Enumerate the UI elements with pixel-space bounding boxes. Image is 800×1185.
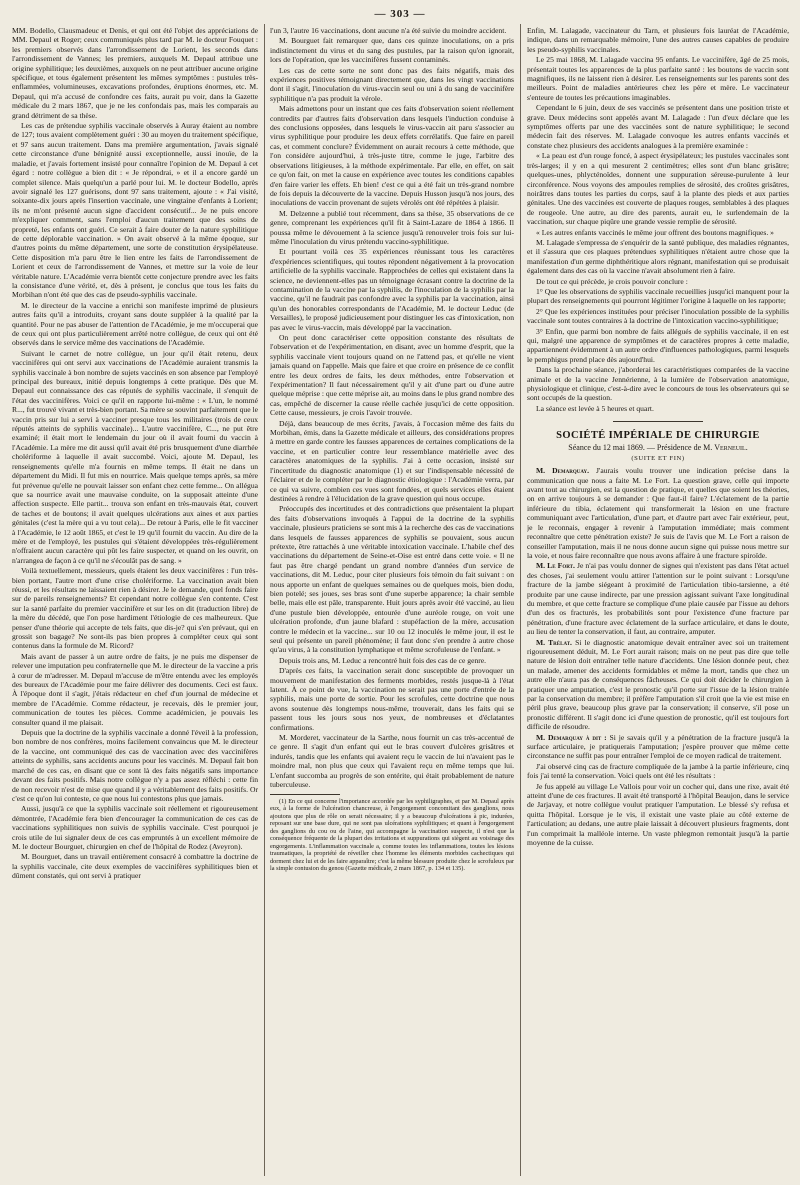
- paragraph: Les cas de cette sorte ne sont donc pas des faits négatifs, mais des expériences positives témoignant directement que, dans les vingt vaccinations dont il s'agit, l'inoculation du virus-vaccin seul ou uni à du sang de vaccinifère syphilitique n'a pas produit la vérole.: [270, 65, 514, 103]
- speech-paragraph: [527, 638, 789, 732]
- paragraph: De tout ce qui précède, je crois pouvoir conclure :: [536, 276, 688, 286]
- session-suffix: .: [745, 443, 748, 453]
- paragraph: Et pourtant voilà ces 35 expériences réunissant tous les caractères d'expériences scientifiques, qui toutes répondent négativement à la provocation artificielle de la syphilis vaccinale. Rapprochées de celles qui existaient dans la science, ne deviennent-elles pas un témoignage écrasant contre la doctrine de la contamination de la vaccine par la syphilis, de l'inoculation de la syphilis par la vaccine, qu'il ne faudrait pas confondre avec la syphilis par la vaccination, ainsi qu'un des honorables correspondants de l'Académie, M. le docteur Leduc (de Versailles), le proposé judicieusement pour distinguer les cas d'intoxication, non pas avec le virus-vaccin, mais développé par la vaccination.: [270, 247, 514, 332]
- paragraph: Voilà textuellement, messieurs, quels étaient les deux vaccinifères : l'un très-bien portant, l'autre mort d'une crise cholériforme. La vaccination avait bien réussi, et les résultats ne laissaient rien à désirer. Je le demande, quel fonds faire sur de pareils renseignements? Et cependant notre collègue s'en contente. C'est sur la santé parfaite du premier vaccinifère et sur les on dit (traduction libre) de la mère du décédé, que l'on pose hardiment l'étiologie de ces malheureux. Que penser d'une théorie qui accepte de tels faits, que dis-je? qui s'en prévaut, qui en grossit son bagage? Ne sont-ils pas bien propres à compléter ceux qui sont contenus dans la formule de M. Ricord?: [12, 566, 258, 651]
- paragraph: Les cas de prétendue syphilis vaccinale observés à Auray étaient au nombre de 127; tous avaient complètement guéri : 30 au moyen du traitement spécifique, et 97 sans aucun traitement. Dans ma première argumentation, j'avais signalé cette circonstance d'une bénignité aussi exceptionnelle, aussi inouïe, de la maladie, et j'avais fortement insisté pour connaître l'opinion de M. Depaul à cet égard : notre collègue a bien dit : « Je répondrai, » et il a encore gardé un complet silence. Mais quelqu'un a parlé pour lui. M. le docteur Bodello, après avoir signalé les 127 guérisons, dont 97 sans traitement, ajoute : « J'ai visité, soixante-dix jours après l'insertion vaccinale, une vingtaine d'enfants à Lorient; ils ne m'ont présenté aucun signe d'accident consécutif... Je ne puis encore m'expliquer comment, sans l'emploi d'aucun traitement que des soins de propreté, les enfants ont guéri. Ce serait à faire douter de la nature syphilitique de cette déplorable vaccination. » On avait observé à la même époque, sur d'autres points du même département, une sorte de constitution érysipélateuse. Cette disposition m'a paru être le lien entre les faits de l'arrondissement de Lorient et ceux de l'arrondissement de Vannes, et mettre sur la voie de leur véritable nature. L'Académie verra bientôt cette conjecture prendre avec les faits la consistance d'une vérité, et, dès à présent, je conclus que tous les faits du Morbihan n'ont été que des cas de pseudo-syphilis vaccinale.: [12, 121, 258, 300]
- speaker-name: M. Trélat.: [536, 637, 572, 647]
- continuation-note: (SUITE ET FIN): [631, 455, 685, 463]
- paragraph: Mais avant de passer à un autre ordre de faits, je ne puis me dispenser de relever une imputation peu confraternelle que M. le directeur de la vaccine a pris à cœur de m'adresser. M. Depaul m'accuse de m'être entendu avec les employés des bureaux de l'Académie pour me faire délivrer des documents. Ceci est faux. À l'époque dont il s'agit, j'étais rédacteur en chef d'un journal de médecine et membre de l'Académie. Comme rédacteur, je recevais, dès le premier jour, communication de toutes les pièces. Comme académicien, je pouvais les consulter quand il me plaisait.: [12, 651, 258, 727]
- paragraph: « Les autres enfants vaccinés le même jour offrent des boutons magnifiques. »: [536, 227, 774, 237]
- paragraph: Préoccupés des incertitudes et des contradictions que présentaient la plupart des faits d'observations invoqués à l'appui de la doctrine de la syphilis vaccinale, plusieurs praticiens se sont mis à la recherche des cas de vaccinations dans lesquels de fausses apparences de syphilis se pouvaient, sous aucun prétexte, être rattachés à une véritable intoxication vaccinale. L'habile chef des vaccinations du département de Seine-et-Oise est entré dans cette voie. « Il ne faut pas être chargé pendant un grand nombre d'années d'un service de vaccinations, dit M. Leduc, pour citer plusieurs fois témoin du fait suivant : on nous apporte un enfant de quelques semaines ou de quelques mois, bien dodu, bien potelé; ses joues, ses bras sont d'une superbe apparence; la chair semble belle, mais elle est pâle, transparente. Huit jours après avoir été vacciné, au lieu d'une pustule bien développée, entourée d'une auréole rouge, on voit une ulcération profonde, d'un jaune blafard : stupéfaction de la mère, accusation contre le médecin et la vaccine... sur 10 ou 12 inoculés le même jour, il est le seul qui présente un pareil phénomène; il faut donc s'en prendre à autre chose qu'au virus, à la constitution lymphatique et même scrofuleuse de l'enfant. »: [270, 504, 514, 655]
- column-left: [12, 26, 258, 1176]
- paragraph: MM. Bodello, Clausmadeuc et Denis, et qui ont été l'objet des appréciations de MM. Depaul et Roger; ceux communiqués plus tard par M. le docteur Fouquet : les premiers observés dans l'arrondissement de Lorient, les seconds dans l'arrondissement de Vannes; les premiers, auxquels M. Depaul attribue une origine syphilitique; les deuxièmes, auxquels on ne peut attribuer aucune origine spécifique, et tous également présentent les mêmes symptômes : pustules très-enflammées, volumineuses, excavations profondes, éruptions énormes, etc. M. Depaul, qui m'a accusé de confondre ces faits, aurait pu voir, dans la Gazette médicale du 2 mars 1867, que je ne les confondais pas, mais les comparais au grand détriment de sa thèse.: [12, 26, 258, 120]
- paragraph: On peut donc caractériser cette opposition constante des résultats de l'observation et de l'expérimentation, en disant, avec un homme d'esprit, que la syphilis vaccinale vient toujours quand on ne l'attend pas, et qu'elle ne vient jamais quand on l'appelle. Mais que faire et que croire en présence de ce conflit entre les deux ordres de faits, les deux méthodes, entre l'observation et l'expérimentation? Il faut nécessairement qu'il y ait d'une part ou d'une autre quelque méprise : que cette méprise ait, au moins dans le plus grand nombre des cas, empêché de discerner la cause réelle cachée jusqu'ici de cette opposition. Cette cause, messieurs, je crois l'avoir trouvée.: [270, 333, 514, 418]
- speaker-name: M. Le Fort.: [536, 561, 575, 571]
- paragraph: Dans la prochaine séance, j'aborderai les caractéristiques comparées de la vaccine animale et de la vaccine Jennérienne, à la lumière de l'observation anatomique, physiologique et clinique, c'est-à-dire avec le concours de tous les observateurs qui se sont occupés de la question.: [527, 365, 789, 403]
- column-middle: [270, 26, 514, 1176]
- paragraph: Depuis que la doctrine de la syphilis vaccinale a donné l'éveil à la profession, bon nombre de nos confrères, moins facilement convaincus que M. le directeur de la vaccine, ont communiqué des cas de vaccination avec des vaccinifères atteints de syphilis, sans accidents aucuns pour les vaccinés. M. Depaul fait bon marché de ces cas, en disant que ce sont là des faits négatifs sans importance devant des faits positifs. Mais notre collègue n'y a pas assez réfléchi : cette fin de non recevoir n'est de mise que quand il y a véritablement des faits positifs. Or c'est ce qu'on lui conteste, ce que nous lui contestons plus que jamais.: [12, 728, 258, 803]
- paragraph: Mais admettons pour un instant que ces faits d'observation soient réellement contredits par d'autres faits d'observation dans lesquels l'induction conduise à des conclusions opposées, dans lesquels le virus-vaccin ait paru s'associer au virus syphilitique pour produire les deux effets corrélatifs. Que faire en pareil cas, et comment conclure? Évidemment on aurait recours à cette méthode, que l'on considère aujourd'hui, à très-juste titre, comme le juge, l'arbitre des observations litigieuses, à la méthode expérimentale. Par elle, en effet, on sait ce qu'on fait, on met la cause en expérience avec toutes les conditions capables d'en faire varier les effets. Eh bien! c'est ce qui a été fait un très-grand nombre de fois depuis la découverte de la vaccine. Depuis Husson jusqu'à nos jours, des inoculations de vaccin provenant de sujets vérolés ont été répétées à plaisir.: [270, 104, 514, 208]
- speech-text: Je fus appelé au village Le Vallois pour voir un cocher qui, dans une rixe, avait été atteint d'une de ces fractures. Il avait été transporté à l'hôpital Beaujon, dans le service de Jarjavay, et notre collègue voulut pratiquer l'amputation. Le blessé s'y refusa et quitta l'hôpital. Lorsque je le vis, il existait une vaste plaie au côté externe de l'articulation; au dedans, une autre plaie laissait à découvert plusieurs fragments, dont l'un comprimait la malléole interne. Un vaste phlegmon remontait jusqu'à la partie moyenne de la cuisse.: [527, 781, 789, 848]
- column-divider: [264, 24, 265, 1176]
- paragraph: Aussi, jusqu'à ce que la syphilis vaccinale soit réellement et rigoureusement démontrée, l'Académie fera bien d'encourager la communication de ces cas de vaccinations syphilitiques non suivis de syphilis vaccinale. C'est pourquoi je crois utile de lui signaler deux de ces cas empruntés à un excellent mémoire de M. le docteur Bourguet, chirurgien en chef de l'hôpital de Rodez (Aveyron).: [12, 804, 258, 851]
- paragraph: 3° Enfin, que parmi bon nombre de faits allégués de syphilis vaccinale, il en est qui, malgré une apparence de symptômes et de caractères propres à cette maladie, appartiennent évidemment à un autre ordre d'influences pathologiques, parmi lesquels le pemphigus prend place dès aujourd'hui.: [527, 326, 789, 364]
- section-title: SOCIÉTÉ IMPÉRIALE DE CHIRURGIE: [556, 430, 760, 442]
- speech-paragraph: [527, 782, 789, 848]
- speaker-name: M. Demarquay à dit :: [536, 732, 607, 742]
- page-number: — 303 —: [374, 8, 426, 20]
- section-divider: [613, 421, 703, 422]
- paragraph: « La peau est d'un rouge foncé, à aspect érysipélateux; les pustules vaccinales sont très-larges; il y en a qui mesurent 2 centimètres; elles sont d'un blanc grisâtre; quelques-unes, phlycténoïdes, donnent une suppuration séreuse-purulente à leur circonférence. Nous voyons des ampoules remplies de sérosité, des croûtes grisâtres, noirâtres dans toutes les parties du corps, sauf à la plante des pieds et aux parties génitales. Une des vaccinées est couverte de plaques rouges, semblables à des plaques de rougeole. Une autre, au dire des parents, aurait eu, le surlendemain de la vaccination, sur chaque piqûre une grande vessie remplie de sérosité.: [527, 151, 789, 227]
- paragraph: 2° Que les expériences instituées pour préciser l'inoculation possible de la syphilis vaccinale sont toutes contraires à la doctrine de l'intoxication vaccino-syphilitique;: [527, 306, 789, 326]
- paragraph: l'un 3, l'autre 16 vaccinations, dont aucune n'a été suivie du moindre accident.: [270, 26, 507, 35]
- paragraph: D'après ces faits, la vaccination serait donc susceptible de provoquer un mouvement de manifestation des ferments morbides, restés jusque-là à l'état latent. À ce point de vue, la vaccination ne serait pas une porte d'entrée de la syphilis, mais une porte de sortie. Pour les scrofules, cette doctrine que nous avons soutenue dès longtemps nous-même, trouverait, dans les faits qui se passent tous les jours sous nos yeux, de nombreuses et d'éclatantes confirmations.: [270, 666, 514, 732]
- paragraph: Depuis trois ans, M. Leduc a rencontré huit fois des cas de ce genre.: [279, 655, 487, 665]
- speech-paragraph: [527, 733, 789, 761]
- paragraph: M. Bourguet, dans un travail entièrement consacré à combattre la doctrine de la syphilis vaccinale, cite deux exemples de vaccinifères syphilitiques bien et dûment constatés, qui ont servi à pratiquer: [12, 852, 258, 881]
- speech-paragraph: [527, 466, 789, 560]
- paragraph: M. le directeur de la vaccine a enrichi son manifeste imprimé de plusieurs autres faits qu'il a introduits, croyant sans doute suppléer à la qualité par la quantité. Pour ne pas abuser de l'attention de l'Académie, je me m'occuperai que de ceux qui ont plus particulièrement arrêté notre collègue, de ceux qui ont été observés dans le service même des vaccinations de l'Académie.: [12, 300, 258, 348]
- speech-text: Si le diagnostic anatomique devait entraîner avec soi un traitement rigoureusement déduit, M. Le Fort aurait raison; mais on ne peut pas dire que telle nature de lésion doit entraîner telle nature d'accidents. Une lésion donnée peut, chez un malade, amener des accidents formidables et même la mort, tandis que chez un autre elle n'aura pas de conséquences fâcheuses. Ce qui doit décider le chirurgien à pratiquer une amputation, c'est le pronostic qu'il porte sur l'issue de la lésion traitée par la conservation du membre; il préfère l'amputation s'il croit que la vie est mise en péril plus grave, beaucoup plus grave par la conservation; il conserve, s'il pose un pronostic différent. Il s'agit donc ici d'une question de pronostic, qu'il est toujours fort difficile de résoudre.: [527, 637, 789, 732]
- page-header: [0, 4, 800, 22]
- paragraph: Le 25 mai 1868, M. Lalagade vaccina 95 enfants. Le vaccinifère, âgé de 25 mois, présentait toutes les apparences de la plus parfaite santé : les boutons de vaccin sont magnifiques, ils ne laissent rien à désirer. Les renseignements sur les parents sont des meilleurs. Point de maladies antérieures chez les père et mère. Le vaccinateur s'enteure de toutes les précautions imaginables.: [527, 55, 789, 102]
- speech-text: J'ai observé cinq cas de fracture compliquée de la jambe à la partie inférieure, cinq fois j'ai tenté la conservation. Voici quels ont été les résultats :: [527, 761, 789, 781]
- paragraph: M. Morderet, vaccinateur de la Sarthe, nous fournit un cas très-accentué de ce genre. Il s'agit d'un enfant qui eut le bras couvert d'ulcères grisâtres et indurés, tandis que les enfants qui avaient reçu le vaccin de lui n'avaient pas le moindre mal, non plus que ceux qui l'avaient reçu en même temps que lui. L'enfant succomba au progrès de son entérite, qui était probablement de nature tuberculeuse.: [270, 733, 514, 790]
- session-line: [527, 443, 789, 452]
- paragraph: M. Lalagade s'empressa de s'enquérir de la santé publique, des maladies régnantes, et il s'assura que ces plaques prétendues syphilitiques n'étaient autre chose que la manifestation d'un germe diphthéritique alors régnant, manifestation qui se produisait également dans des cas où la vaccine n'avait absolument rien à faire.: [527, 237, 789, 276]
- column-right: [527, 26, 789, 1176]
- speech-paragraph: [527, 561, 789, 636]
- paragraph: M. Delzenne a publié tout récemment, dans sa thèse, 35 observations de ce genre, comprenant les expériences qu'il fit à Saint-Lazare de 1864 à 1866. Il poussa même le dévouement à la science jusqu'à renouveler trois fois sur lui-même l'inoculation du virus prétendu vaccino-syphilitique.: [270, 208, 514, 246]
- paragraph: Suivant le carnet de notre collègue, un jour qu'il était retenu, deux vaccinifères qui ont servi aux vaccinations de l'Académie auraient transmis la syphilis vaccinale à bon nombre de sujets vaccinés en son absence par l'employé principal des bureaux, initié depuis longtemps à cette pratique. Dès que M. Depaul eut connaissance des cas réputés de syphilis vaccinale, il s'enquit de l'état des vaccinifères. Voici ce qu'il en rapporte lui-même : « L'un, le nommé R..., fut trouvé vivant et très-bien portant. Sa mère se souvint parfaitement que le vaccin pris sur lui a servi à vacciner presque tous les militaires (trois de ceux réputés atteints de syphilis vaccinale)... L'autre vaccinifère, C..., ne put être examiné; il était mort le lendemain du jour où il avait fourni du vaccin à l'Académie. La mère me dit aussi qu'il avait été pris brusquement d'une diarrhée cholériforme à laquelle il avait succombé. Voici, ajoute M. Depaul, les renseignements qu'elle m'a fournis en même temps. Il était ne dans un département du Midi. Il fut mis en nourrice. Mais quelque temps après, sa mère fut prévenue qu'elle ne pouvait laisser son enfant chez cette femme... On allégua que sa nourrice avait une mauvaise conduite, on la supposait atteinte d'une affection suspecte. Elle partit... trouva son enfant en très-mauvais état, couvert de taches et de boutons; il avait quelques ulcérations aux aines et aux parties génitales (c'est la mère qui a vu tout cela)... De retour à Paris, elle le fit vacciner à l'Académie, le 12 août 1865, et c'est le 19 qu'il fournit du vaccin. Au dire de la mère et de l'employé, les pustules qui s'étaient développées très-régulièrement n'offraient aucun caractère qui pût les faire suspecter, et quand on les ouvrit, on n'arrangea de façon à ce qu'il ne s'écoulât pas de sang. »: [12, 348, 258, 565]
- paragraph: 1° Que les observations de syphilis vaccinale recueillies jusqu'ici manquent pour la plupart des renseignements qui pourront légitimer l'origine à laquelle on les rapporte;: [527, 286, 789, 306]
- speaker-name: M. Demarquay.: [536, 466, 589, 476]
- footnote: (1) En ce qui concerne l'importance accordée par les syphiligraphes, et par M. Depaul après eux, à la forme de l'ulcération chancreuse, à l'engorgement concomitant des ganglions, nous ajoutons que plus de rôle on serait nécessaire; il y a beaucoup d'ulcérations à pic, indurées, reposant sur une base dure, qui ne sont pas ulcérations syphilitiques; et quant à l'engorgement des ganglions du cou ou de l'aine, qui accompagne la vaccination suspecte, il n'est que la conséquence fréquente de la plupart des irritations et suppurations qui siègent au voisinage des engorgements. L'inflammation vaccinale a, comme toutes les inflammations, toutes les lésions traumatiques, la propriété de réveiller chez l'homme les éléments morbides cachectiques qui dorment chez lui et de les faire apparaître; c'est la même blessure produite chez le scrofuleux par la simple contusion du genou (Gazette médicale, 2 mars 1867, p. 134 et 135).: [270, 797, 514, 872]
- paragraph: La séance est levée à 5 heures et quart.: [536, 403, 654, 413]
- speech-text: J'aurais voulu trouver une indication précise dans la communication que nous a faite M. Le Fort. La question grave, celle qui importe avant tout au chirurgien, est la question de pratique, et quelles que soient les théories, on en arrive toujours à se demander : Que faut-il faire? L'éclatement de la partie inférieure du tibia, éclatement qui transformerait la lésion en une fracture communiquant avec l'articulation, d'une part, et d'autre part avec l'air extérieur, peut, je le reconnais, engager à revenir à l'amputation immédiate; mais comment reconnaître que cette pénétration existe? Je suis de l'avis que M. Le Fort a raison de conseiller l'amputation, mais il ne nous donne aucun signe qui puisse nous mettre sur la voie, et nous faire reconnaître que nous avons affaire à une fracture spiroïde.: [527, 466, 789, 560]
- speech-text: Je n'ai pas voulu donner de signes qui n'existent pas dans l'état actuel des choses, j'ai seulement voulu attirer l'attention sur le point suivant : Lorsqu'une fracture de la jambe siégeant à proximité de l'articulation tibio-tarsienne, a été produite par une cause indirecte, par une pression agissant suivant l'axe longitudinal du membre, et que cette fracture se complique d'une plaie causée par l'issue au dehors d'un des os fracturés, les probabilités sont pour l'existence d'une fracture par pénétration, d'une fracture avec éclatement de la surface articulaire, et dans le doute, au lieu de tenter la conservation, il faut, au contraire, amputer.: [527, 561, 789, 637]
- footnote-divider: [270, 794, 340, 795]
- speech-paragraph: [527, 762, 789, 781]
- paragraph: M. Bourguet fait remarquer que, dans ces quinze inoculations, on a pris indistinctement du virus et du sang des pustules, par la raison qu'on ignorait, lors de l'opération, que les vaccinifères fussent contaminés.: [270, 36, 514, 65]
- speech-text: Si je savais qu'il y a pénétration de la fracture jusqu'à la surface articulaire, je pratiquerais l'amputation; j'espère prouver que même cette circonstance ne suffit pas pour entraîner l'emploi de ce moyen radical de traitement.: [527, 732, 789, 761]
- column-divider: [520, 24, 521, 1176]
- paragraph: Enfin, M. Lalagade, vaccinateur du Tarn, et plusieurs fois lauréat de l'Académie, indique, dans un remarquable mémoire, l'une des autres causes capables de produire les pseudo-syphilis vaccinales.: [527, 26, 789, 54]
- session-president: Verneuil: [714, 443, 746, 453]
- paragraph: Cependant le 6 juin, deux de ses vaccinés se présentent dans une position triste et grave. Deux médecins sont appelés avant M. Lalagade : l'un d'eux déclare que les symptômes offerts par une des vaccinées sont de nature syphilitique; le second médecin fait des réserves. M. Lalagade convoque les autres enfants vaccinés et constate chez plusieurs des accidents analogues à la première examinée :: [527, 103, 789, 150]
- session-date: Séance du 12 mai 1869. — Présidence de M.: [568, 443, 715, 453]
- paragraph: Déjà, dans beaucoup de mes écrits, j'avais, à l'occasion même des faits du Morbihan, émis, dans la Gazette médicale et ailleurs, des considérations propres à mettre en garde contre les fausses apparences de certaines complications de la vaccine, et en particulier contre leur ressemblance matérielle avec des caractères anatomiques de la syphilis. J'ai à cette occasion, insisté sur l'incertitude du diagnostic anatomique (1) et sur l'indispensable nécessité de l'éclairer et de le compléter par le diagnostic étiologique : l'Académie verra, par ce qui va suivre, combien ces vues sont fondées, et quels services elles étaient destinées à rendre à l'élucidation de la grave question qui nous occupe.: [270, 418, 514, 503]
